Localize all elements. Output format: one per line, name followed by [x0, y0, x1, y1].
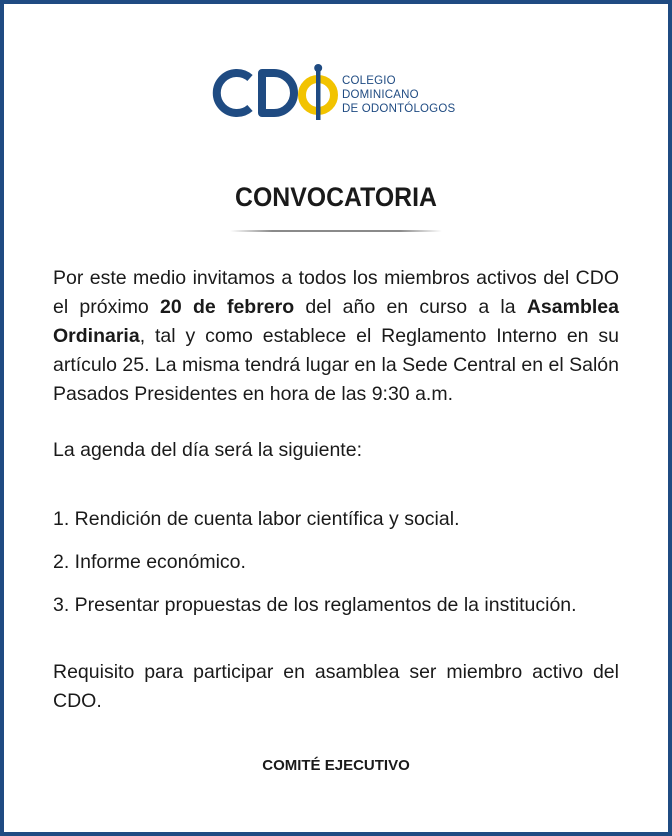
- intro-text-2: del año en curso a la: [294, 296, 527, 318]
- requirement-paragraph: Requisito para participar en asamblea ser miembro activo del CDO.: [53, 661, 619, 712]
- logo-wordmark: [342, 74, 455, 116]
- intro-text-3: , tal y como establece el Reglamento Interno en su artículo 25. La misma tendrá lugar en la Sede Central en el Salón Pasados Presidentes en hora de las 9:30 a.m.: [53, 325, 619, 405]
- agenda-item-2: 2. Informe económico.: [53, 551, 246, 573]
- cdo-logo: [210, 60, 470, 124]
- title-divider: [230, 230, 442, 232]
- logo-line-2: DOMINICANO: [342, 89, 419, 101]
- cdo-logo-mark: [210, 60, 340, 124]
- document-title: CONVOCATORIA: [235, 182, 437, 212]
- agenda-item-1: 1. Rendición de cuenta labor científica y social.: [53, 508, 460, 530]
- logo-line-1: COLEGIO: [342, 75, 396, 87]
- agenda-intro: La agenda del día será la siguiente:: [53, 439, 362, 461]
- agenda-item-3: 3. Presentar propuestas de los reglamentos de la institución.: [53, 594, 577, 616]
- meeting-date: 20 de febrero: [160, 296, 295, 318]
- signature: COMITÉ EJECUTIVO: [262, 757, 410, 774]
- intro-paragraph: [53, 264, 619, 409]
- intro-text-1: Por este medio invitamos a todos los miembros activos del CDO el próximo: [53, 267, 619, 318]
- logo-line-3: DE ODONTÓLOGOS: [342, 103, 456, 115]
- meeting-name: Asamblea Ordinaria: [53, 296, 619, 347]
